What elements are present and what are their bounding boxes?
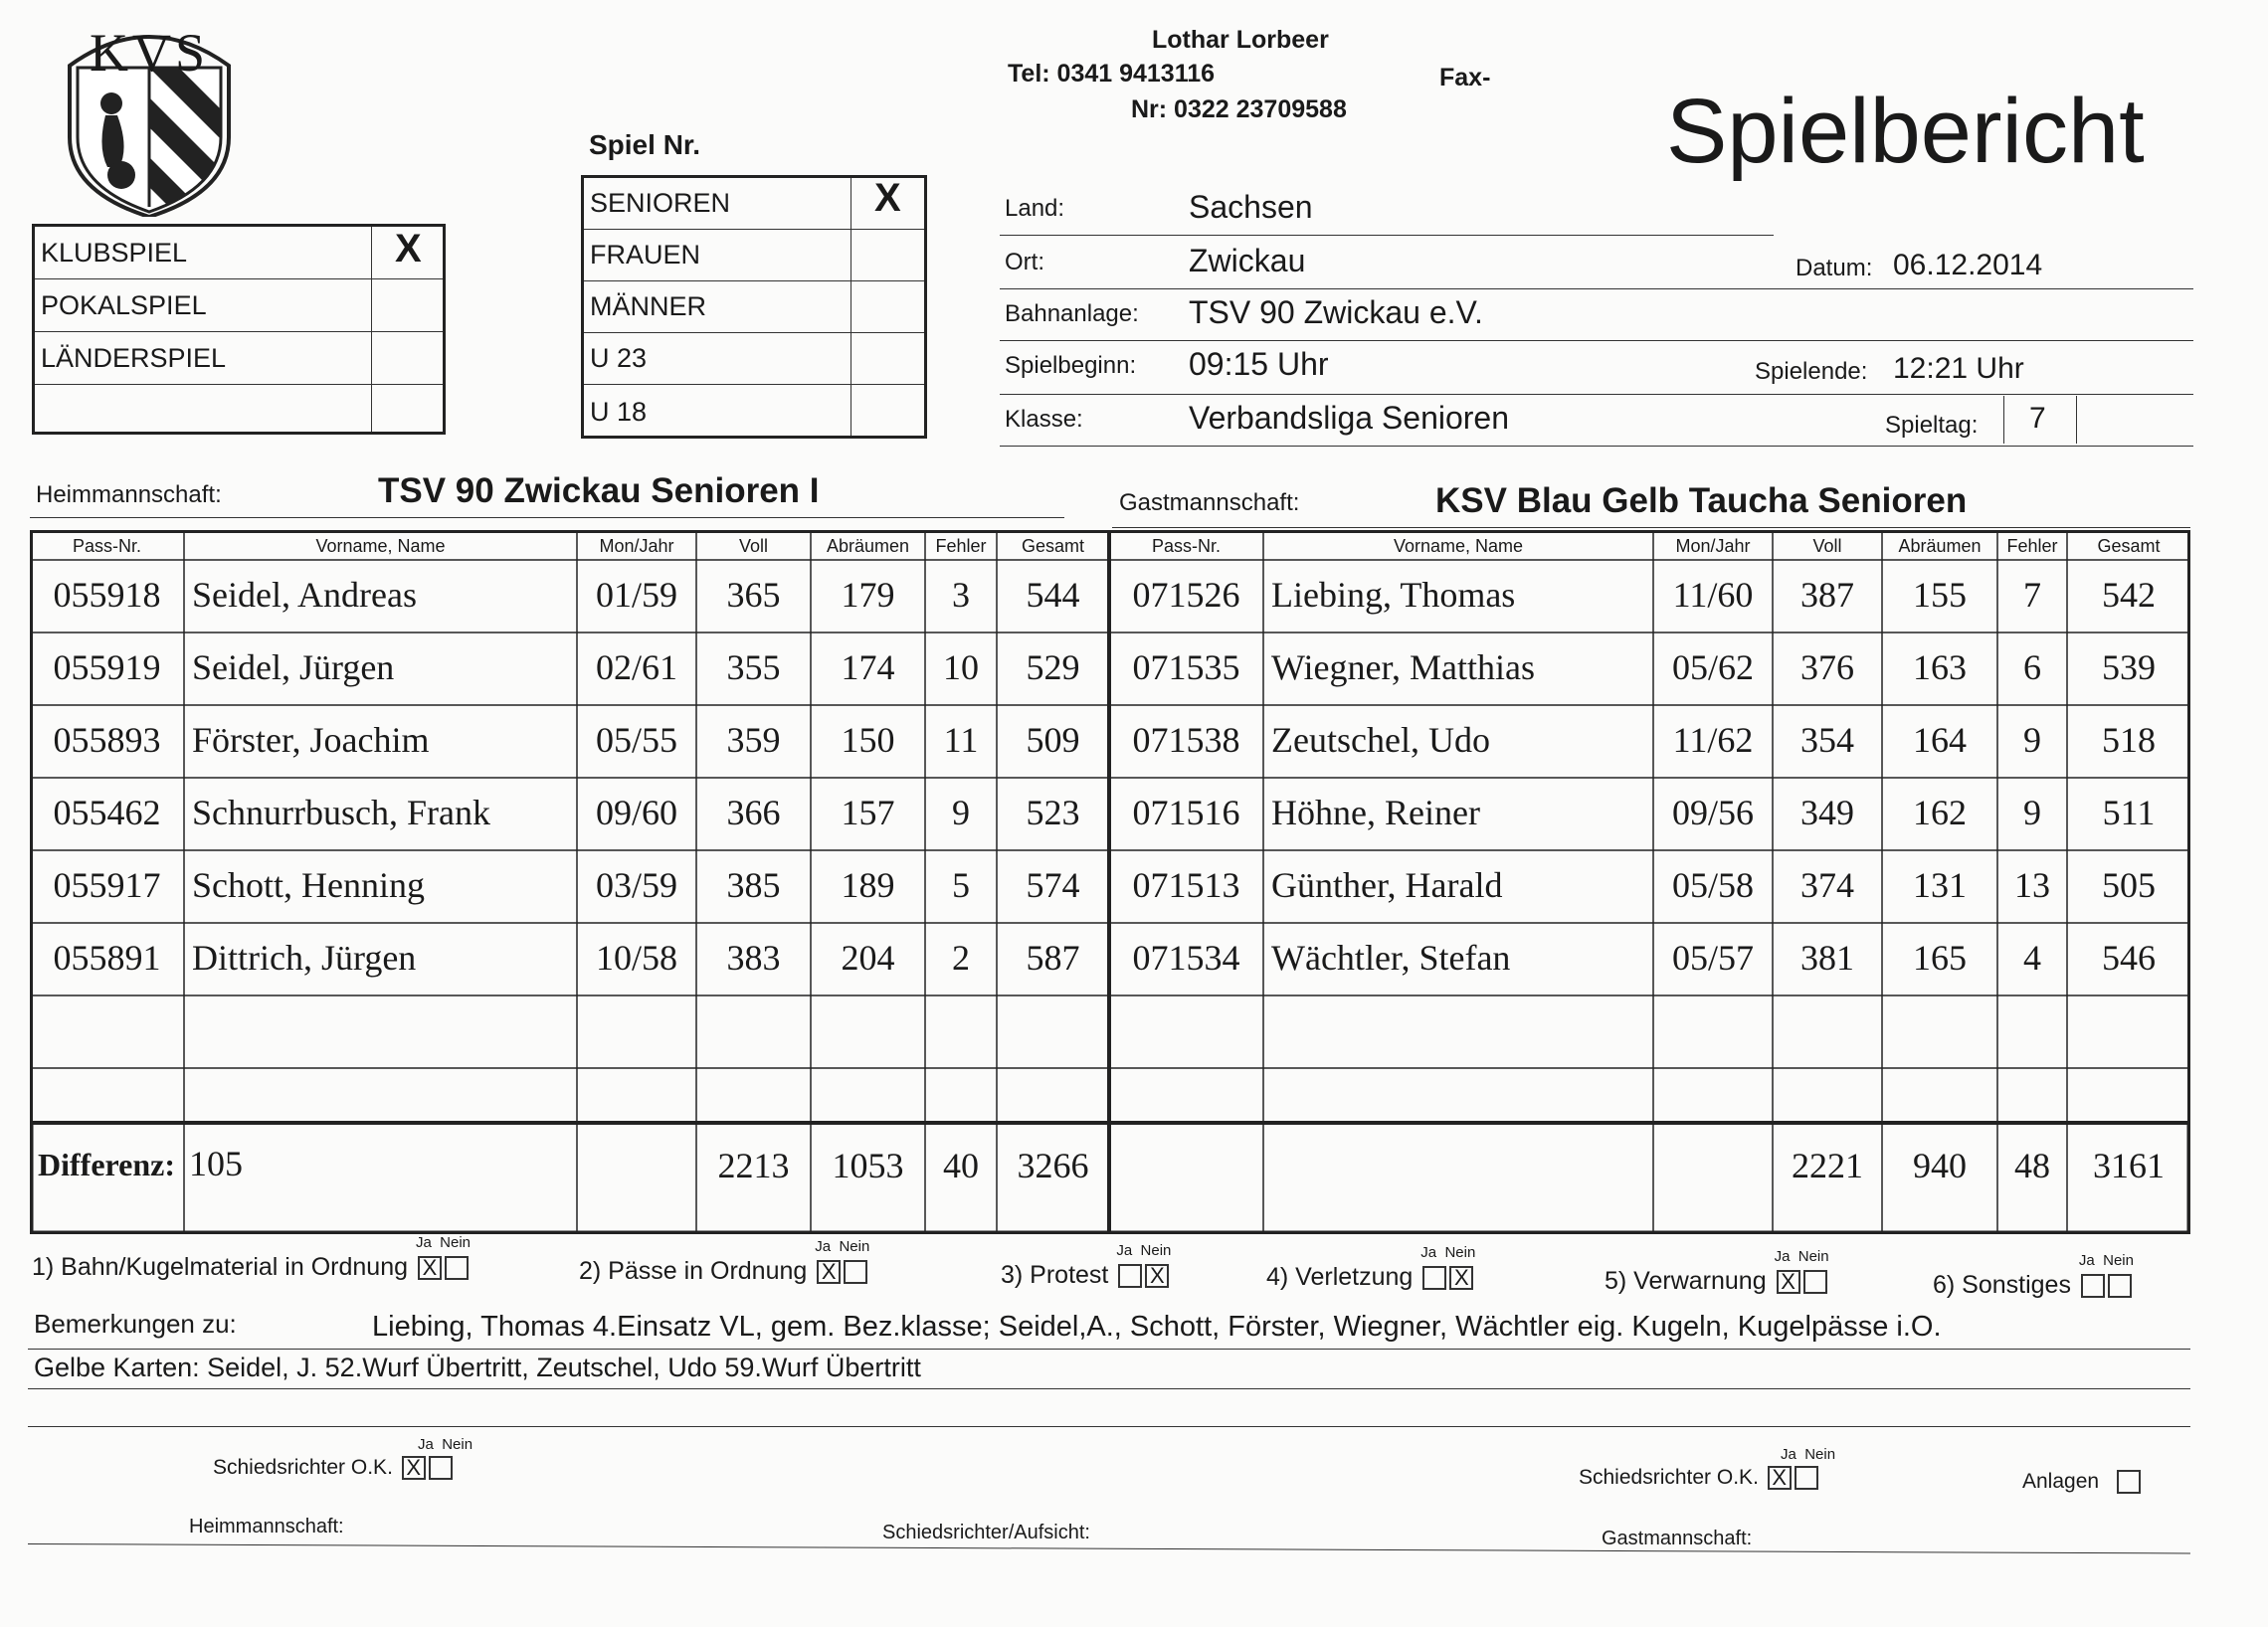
home-row-3-fehler: 9	[952, 793, 970, 832]
home-row-2-gesamt: 509	[1026, 720, 1080, 760]
spieltag-label: Spieltag:	[1885, 412, 1979, 439]
ref-ok-right-label: Schiedsrichter O.K.	[1579, 1466, 1759, 1489]
guest-row-1-voll: 376	[1800, 647, 1854, 687]
check-paesse-nein-checkbox[interactable]	[844, 1260, 867, 1284]
home-header-voll: Voll	[738, 536, 769, 556]
match-type-mark-klubspiel: X	[395, 227, 422, 271]
guest-row-3-mon-jahr: 09/56	[1671, 793, 1754, 832]
home-row-1-mon-jahr: 02/61	[595, 647, 677, 687]
guest-row-2-gesamt: 518	[2102, 720, 2156, 760]
guest-row-3-fehler: 9	[2023, 793, 2041, 832]
home-row-2-abraeumen: 150	[841, 720, 895, 760]
guest-row-3-voll: 349	[1800, 793, 1854, 832]
home-row-2-mon-jahr: 05/55	[595, 720, 677, 760]
home-row-4-name: Schott, Henning	[192, 865, 425, 905]
home-row-3-gesamt: 523	[1026, 793, 1080, 832]
ref-left-ja-nein: Ja Nein	[418, 1436, 473, 1453]
spieltag-value: 7	[2029, 402, 2046, 435]
home-row-0-gesamt: 544	[1026, 575, 1080, 615]
home-header-mon-jahr: Mon/Jahr	[599, 536, 674, 556]
home-row-4-gesamt: 574	[1026, 865, 1080, 905]
check-bahn-kugelmaterial-ja-checkbox[interactable]: X	[418, 1256, 442, 1280]
guest-row-1-pass-nr: 071535	[1132, 647, 1240, 687]
check-verwarnung-ja-nein: Ja Nein	[1774, 1248, 1829, 1266]
category-label-frauen: FRAUEN	[590, 240, 701, 270]
home-row-5-gesamt: 587	[1026, 938, 1080, 978]
guest-header-gesamt: Gesamt	[2097, 536, 2161, 556]
guest-row-1-gesamt: 539	[2102, 647, 2156, 687]
guest-row-5-mon-jahr: 05/57	[1671, 938, 1754, 978]
home-row-2-pass-nr: 055893	[53, 720, 161, 760]
ref-ok-right-ja-checkbox[interactable]: X	[1768, 1466, 1792, 1490]
guest-row-1-abraeumen: 163	[1913, 647, 1967, 687]
check-sonstiges-ja-nein: Ja Nein	[2078, 1252, 2134, 1270]
category-label-u23: U 23	[590, 343, 648, 373]
check-paesse-ja-checkbox[interactable]: X	[817, 1260, 841, 1284]
datum-value: 06.12.2014	[1893, 249, 2043, 281]
ref-ok-right-nein-checkbox[interactable]	[1795, 1466, 1818, 1490]
check-verletzung-nein-checkbox[interactable]: X	[1449, 1266, 1473, 1290]
home-row-4-voll: 385	[726, 865, 781, 905]
home-row-3-name: Schnurrbusch, Frank	[192, 793, 490, 832]
guest-row-2-name: Zeutschel, Udo	[1271, 720, 1490, 760]
guest-row-3-gesamt: 511	[2102, 793, 2156, 832]
home-row-2-voll: 359	[726, 720, 781, 760]
ref-ok-left-nein-checkbox[interactable]	[429, 1456, 453, 1480]
guest-row-0-abraeumen: 155	[1913, 575, 1967, 615]
home-row-1-name: Seidel, Jürgen	[192, 647, 395, 687]
home-row-3-voll: 366	[726, 793, 781, 832]
guest-team-name: KSV Blau Gelb Taucha Senioren	[1435, 481, 1968, 520]
differenz-label: Differenz:	[38, 1147, 175, 1182]
guest-row-4-abraeumen: 131	[1913, 865, 1967, 905]
anlagen	[2022, 1470, 2141, 1494]
check-bahn-kugelmaterial-ja-nein: Ja Nein	[415, 1234, 472, 1252]
fax-number: Nr: 0322 23709588	[1131, 95, 1347, 123]
check-sonstiges-label: 6) Sonstiges	[1933, 1271, 2071, 1299]
guest-row-3-name: Höhne, Reiner	[1271, 793, 1480, 832]
ref-ok-left-label: Schiedsrichter O.K.	[213, 1456, 393, 1479]
home-row-3-pass-nr: 055462	[53, 793, 161, 832]
home-total-gesamt: 3266	[1017, 1146, 1089, 1185]
contact-name: Lothar Lorbeer	[1152, 26, 1329, 54]
guest-row-2-pass-nr: 071538	[1132, 720, 1240, 760]
category-mark-senioren: X	[874, 176, 901, 220]
guest-row-1-fehler: 6	[2023, 647, 2041, 687]
home-row-5-pass-nr: 055891	[53, 938, 161, 978]
anlagen-label: Anlagen	[2022, 1470, 2100, 1493]
spielbeginn-label: Spielbeginn:	[1005, 352, 1137, 379]
home-row-5-fehler: 2	[952, 938, 970, 978]
home-row-0-mon-jahr: 01/59	[595, 575, 677, 615]
datum-label: Datum:	[1796, 255, 1873, 281]
ort-label: Ort:	[1005, 249, 1044, 275]
home-row-3-abraeumen: 157	[841, 793, 895, 832]
yellow-cards-text: Gelbe Karten: Seidel, J. 52.Wurf Übertritt, Zeutschel, Udo 59.Wurf Übertritt	[34, 1353, 921, 1382]
guest-row-2-mon-jahr: 11/62	[1672, 720, 1754, 760]
guest-team-label: Gastmannschaft:	[1119, 489, 1300, 516]
guest-row-0-pass-nr: 071526	[1132, 575, 1240, 615]
match-type-label-pokalspiel: POKALSPIEL	[41, 289, 207, 320]
guest-row-0-gesamt: 542	[2102, 575, 2156, 615]
signature-referee-label: Schiedsrichter/Aufsicht:	[882, 1522, 1090, 1543]
klasse-label: Klasse:	[1005, 406, 1083, 433]
check-verwarnung-ja-checkbox[interactable]: X	[1777, 1270, 1800, 1294]
guest-total-fehler: 48	[2014, 1146, 2050, 1185]
ref-ok-left-ja-checkbox[interactable]: X	[402, 1456, 426, 1480]
guest-row-5-voll: 381	[1800, 938, 1854, 978]
check-paesse	[579, 1257, 867, 1286]
home-row-2-name: Förster, Joachim	[192, 720, 430, 760]
guest-header-fehler: Fehler	[2006, 536, 2058, 556]
remarks-text: Liebing, Thomas 4.Einsatz VL, gem. Bez.klasse; Seidel,A., Schott, Förster, Wiegner, Wächtler eig. Kugeln, Kugelpässe i.O.	[372, 1311, 1942, 1343]
guest-row-4-mon-jahr: 05/58	[1671, 865, 1754, 905]
ref-ok-right	[1579, 1466, 1818, 1490]
guest-header-abraeumen: Abräumen	[1898, 536, 1982, 556]
spielende-label: Spielende:	[1755, 358, 1868, 385]
ref-ok-left	[213, 1456, 453, 1480]
home-row-1-voll: 355	[726, 647, 781, 687]
check-verletzung	[1266, 1263, 1473, 1292]
home-row-4-abraeumen: 189	[841, 865, 895, 905]
remarks-label: Bemerkungen zu:	[34, 1309, 237, 1339]
home-total-abraeumen: 1053	[832, 1146, 904, 1185]
match-type-label-klubspiel: KLUBSPIEL	[41, 237, 188, 268]
check-paesse-label: 2) Pässe in Ordnung	[579, 1257, 808, 1285]
guest-row-3-pass-nr: 071516	[1132, 793, 1240, 832]
home-row-1-abraeumen: 174	[841, 647, 895, 687]
differenz-value: 105	[189, 1144, 243, 1183]
ort-value: Zwickau	[1189, 243, 1306, 278]
home-row-0-abraeumen: 179	[841, 575, 895, 615]
guest-row-4-name: Günther, Harald	[1271, 865, 1503, 905]
check-sonstiges	[1933, 1271, 2132, 1300]
home-row-4-pass-nr: 055917	[53, 865, 161, 905]
home-row-2-fehler: 11	[943, 720, 979, 760]
guest-row-1-name: Wiegner, Matthias	[1271, 647, 1536, 687]
home-total-voll: 2213	[717, 1146, 790, 1185]
guest-row-2-voll: 354	[1800, 720, 1854, 760]
guest-header-mon-jahr: Mon/Jahr	[1675, 536, 1751, 556]
guest-header-name: Vorname, Name	[1393, 536, 1524, 556]
spielende-value: 12:21 Uhr	[1893, 352, 2024, 385]
category-label-maenner: MÄNNER	[590, 291, 707, 321]
guest-row-1-mon-jahr: 05/62	[1671, 647, 1754, 687]
home-row-0-voll: 365	[726, 575, 781, 615]
category-label-senioren: SENIOREN	[590, 188, 731, 218]
check-protest-ja-checkbox[interactable]	[1118, 1264, 1142, 1288]
match-type-label-laenderspiel: LÄNDERSPIEL	[41, 342, 227, 373]
home-row-0-pass-nr: 055918	[53, 575, 161, 615]
guest-row-0-fehler: 7	[2023, 575, 2041, 615]
guest-header-voll: Voll	[1812, 536, 1842, 556]
guest-row-4-pass-nr: 071513	[1132, 865, 1240, 905]
check-protest-label: 3) Protest	[1001, 1261, 1109, 1289]
land-value: Sachsen	[1189, 189, 1313, 225]
guest-row-2-abraeumen: 164	[1913, 720, 1967, 760]
home-header-name: Vorname, Name	[315, 536, 446, 556]
guest-header-pass-nr: Pass-Nr.	[1151, 536, 1221, 556]
page-title: Spielbericht	[1666, 81, 2145, 182]
land-label: Land:	[1005, 195, 1065, 222]
check-verwarnung	[1605, 1267, 1827, 1296]
check-verletzung-ja-checkbox[interactable]	[1422, 1266, 1446, 1290]
home-row-1-fehler: 10	[943, 647, 979, 687]
guest-row-4-voll: 374	[1800, 865, 1854, 905]
kvs-logo	[50, 18, 249, 217]
signature-home-label: Heimmannschaft:	[189, 1516, 344, 1537]
guest-row-5-pass-nr: 071534	[1132, 938, 1240, 978]
spielbeginn-value: 09:15 Uhr	[1189, 346, 1329, 382]
fax-label: Fax-	[1439, 64, 1491, 91]
guest-total-voll: 2221	[1792, 1146, 1863, 1185]
category-label-u18: U 18	[590, 396, 648, 427]
check-bahn-kugelmaterial-nein-checkbox[interactable]	[445, 1256, 469, 1280]
guest-total-gesamt: 3161	[2093, 1146, 2165, 1185]
home-row-5-name: Dittrich, Jürgen	[192, 938, 417, 978]
check-bahn-kugelmaterial	[32, 1253, 469, 1282]
home-row-1-pass-nr: 055919	[53, 647, 161, 687]
home-total-fehler: 40	[943, 1146, 979, 1185]
player-table	[30, 530, 2190, 1234]
guest-total-abraeumen: 940	[1913, 1146, 1967, 1185]
signature-guest-label: Gastmannschaft:	[1602, 1528, 1753, 1549]
bahnanlage-label: Bahnanlage:	[1005, 300, 1139, 327]
klasse-value: Verbandsliga Senioren	[1189, 400, 1510, 436]
guest-row-5-fehler: 4	[2023, 938, 2041, 978]
guest-row-3-abraeumen: 162	[1913, 793, 1967, 832]
ref-right-ja-nein: Ja Nein	[1781, 1446, 1836, 1463]
guest-row-5-abraeumen: 165	[1913, 938, 1967, 978]
check-paesse-ja-nein: Ja Nein	[815, 1238, 870, 1256]
guest-row-0-name: Liebing, Thomas	[1271, 575, 1516, 615]
home-header-fehler: Fehler	[935, 536, 987, 556]
check-verwarnung-nein-checkbox[interactable]	[1803, 1270, 1827, 1294]
home-team-name: TSV 90 Zwickau Senioren I	[378, 471, 820, 510]
home-row-4-fehler: 5	[952, 865, 970, 905]
check-protest-ja-nein: Ja Nein	[1116, 1242, 1172, 1260]
guest-row-4-gesamt: 505	[2102, 865, 2156, 905]
check-verletzung-ja-nein: Ja Nein	[1420, 1244, 1476, 1262]
home-row-5-abraeumen: 204	[841, 938, 895, 978]
check-verwarnung-label: 5) Verwarnung	[1605, 1267, 1767, 1295]
home-header-pass-nr: Pass-Nr.	[72, 536, 141, 556]
home-team-label: Heimmannschaft:	[36, 481, 222, 508]
home-row-5-mon-jahr: 10/58	[595, 938, 677, 978]
match-type-box	[32, 224, 446, 435]
home-row-0-fehler: 3	[952, 575, 970, 615]
guest-row-4-fehler: 13	[2014, 865, 2050, 905]
home-row-4-mon-jahr: 03/59	[595, 865, 677, 905]
check-protest-nein-checkbox[interactable]: X	[1145, 1264, 1169, 1288]
anlagen-checkbox[interactable]	[2117, 1470, 2141, 1494]
check-bahn-kugelmaterial-label: 1) Bahn/Kugelmaterial in Ordnung	[32, 1253, 409, 1281]
home-row-3-mon-jahr: 09/60	[595, 793, 677, 832]
check-sonstiges-nein-checkbox[interactable]	[2108, 1274, 2132, 1298]
home-row-1-gesamt: 529	[1026, 647, 1080, 687]
home-header-abraeumen: Abräumen	[826, 536, 910, 556]
home-row-5-voll: 383	[726, 938, 781, 978]
home-header-gesamt: Gesamt	[1021, 536, 1085, 556]
logo-text: KVS	[89, 23, 210, 83]
tel-number: Tel: 0341 9413116	[1008, 60, 1216, 88]
check-protest	[1001, 1261, 1169, 1290]
bahnanlage-value: TSV 90 Zwickau e.V.	[1189, 294, 1483, 330]
home-row-0-name: Seidel, Andreas	[192, 575, 417, 615]
check-sonstiges-ja-checkbox[interactable]	[2081, 1274, 2105, 1298]
guest-row-0-voll: 387	[1800, 575, 1854, 615]
guest-row-2-fehler: 9	[2023, 720, 2041, 760]
guest-row-0-mon-jahr: 11/60	[1672, 575, 1754, 615]
guest-row-5-name: Wächtler, Stefan	[1271, 938, 1511, 978]
check-verletzung-label: 4) Verletzung	[1266, 1263, 1414, 1291]
category-box	[581, 175, 927, 439]
guest-row-5-gesamt: 546	[2102, 938, 2156, 978]
spiel-nr-label: Spiel Nr.	[589, 129, 701, 160]
